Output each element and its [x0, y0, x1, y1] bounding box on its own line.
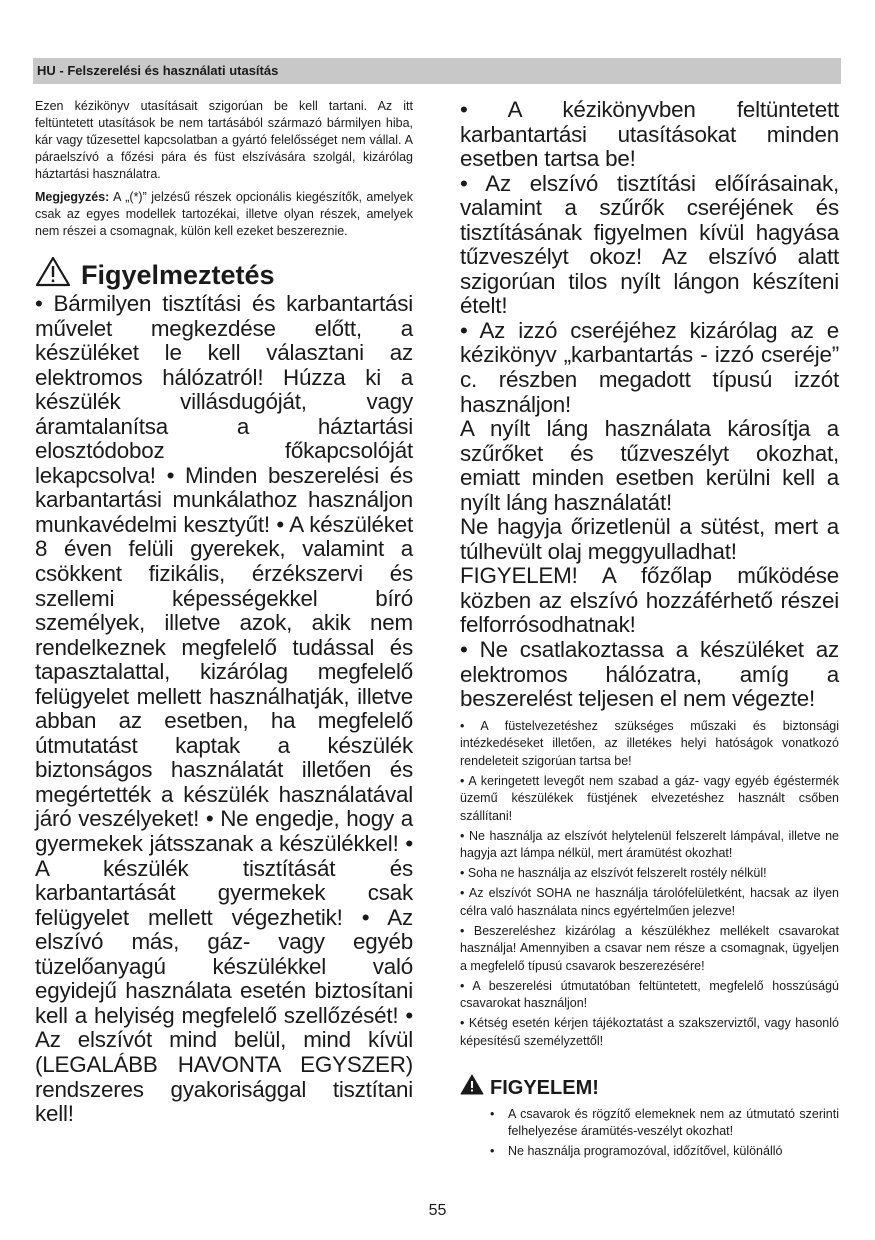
- page-number: 55: [428, 1202, 447, 1219]
- note-label: Megjegyzés:: [35, 190, 110, 204]
- right-column: [460, 98, 839, 1163]
- warning-title: Figyelmeztetés: [81, 260, 275, 290]
- section-header: [33, 58, 841, 84]
- note-paragraph: [35, 189, 413, 240]
- small-paragraph: • Kétség esetén kérjen tájékoztatást a szakszerviztől, vagy hasonló képesítésű személyzettől!: [460, 1016, 839, 1048]
- warning-triangle-filled-icon: [460, 1074, 490, 1102]
- left-column: [35, 98, 413, 1127]
- large-paragraph: FIGYELEM! A főzőlap működése közben az elszívó hozzáférhető részei felforrósodhatnak!: [460, 563, 839, 638]
- small-paragraph: • A keringetett levegőt nem szabad a gáz- vagy egyéb égéstermék üzemű készülékek füstjének elvezetéshez használt csőben szállítani!: [460, 773, 839, 823]
- warning-heading: [35, 258, 413, 292]
- figyelem-heading: [460, 1074, 839, 1102]
- list-item: • Ne használja programozóval, időzítővel, különálló: [460, 1143, 839, 1160]
- figyelem-title: FIGYELEM!: [490, 1077, 599, 1100]
- small-paragraph: • Az elszívót SOHA ne használja tárolófelületként, hacsak az ilyen célra való használata nincs egyértelműen jelezve!: [460, 886, 839, 918]
- small-paragraph: • Ne használja az elszívót helytelenül felszerelt lámpával, illetve ne hagyja azt lámpa nélkül, mert áramütést okozhat!: [460, 828, 839, 861]
- large-paragraph: • Az elszívó tisztítási előírásainak, valamint a szűrők cseréjének és tisztításának figyelmen kívül hagyása tűzveszélyt okoz! Az elszívó alatt szigorúan tilos nyílt lángon készíteni ételt!: [460, 170, 839, 319]
- right-large-text: [460, 98, 839, 712]
- list-item: • A csavarok és rögzítő elemeknek nem az útmutató szerinti felhelyezése áramütés-veszélyt okozhat!: [460, 1106, 839, 1140]
- section-header-title: HU - Felszerelési és használati utasítás: [37, 63, 279, 78]
- large-paragraph: Ne hagyja őrizetlenül a sütést, mert a túlhevült olaj meggyulladhat!: [460, 514, 839, 564]
- warning-text: • Bármilyen tisztítási és karbantartási művelet megkezdése előtt, a készüléket le kell választani az elektromos hálózatról! Húzza ki a készülék villásdugóját, vagy áramtalanítsa a háztartási elosztódoboz főkapcsolóját lekapcsolva! • Minden beszerelési és karbantartási munkálathoz használjon munkavédelmi kesztyűt! • A készüléket 8 éven felüli gyerekek, valamint a csökkent fizikális, érzékszervi és szellemi képességekkel bíró személyek, illetve azok, akik nem rendelkeznek megfelelő tudással és tapasztalattal, kizárólag megfelelő felügyelet mellett használhatják, illetve abban az esetben, ha megfelelő útmutatást kaptak a készülék biztonságos használatát illetően és megértették a készülék használatával járó veszélyeket! • Ne engedje, hogy a gyermekek játsszanak a készülékkel! • A készülék tisztítását és karbantartását gyermekek csak felügyelet mellett végezhetik! • Az elszívó más, gáz- vagy egyéb tüzelőanyagú készülékkel való egyidejű használata esetén biztosítani kell a helyiség megfelelő szellőzését! • Az elszívót mind belül, mind kívül (LEGALÁBB HAVONTA EGYSZER) rendszeres gyakorisággal tisztítani kell!: [35, 291, 413, 1127]
- small-paragraph: • A füstelvezetéshez szükséges műszaki és biztonsági intézkedéseket illetően, az illetékes helyi hatóságok vonatkozó rendeleteit szigorúan tartsa be!: [460, 718, 839, 768]
- note-text: A „(*)” jelzésű részek opcionális kiegészítők, amelyek csak az egyes modellek tartozékai, illetve olyan részek, amelyek nem részei a csomagnak, külön kell ezeket beszereznie.: [35, 190, 413, 238]
- large-paragraph: • Az izzó cseréjéhez kizárólag az e kézikönyv „karbantartás - izzó cseréje” c. részben megadott típusú izzót használjon!: [460, 317, 839, 417]
- large-paragraph: • A kézikönyvben feltüntetett karbantartási utasításokat minden esetben tartsa be!: [460, 97, 839, 172]
- intro-paragraph: Ezen kézikönyv utasításait szigorúan be kell tartani. Az itt feltüntetett utasítások be nem tartásából származó bármilyen hiba, kár vagy tűzesettel kapcsolatban a gyártó felelősséget nem vállal. A páraelszívó a főzési pára és füst elszívására szolgál, kizárólag háztartási használatra.: [35, 99, 413, 181]
- right-small-text: [460, 718, 839, 1051]
- small-paragraph: • Soha ne használja az elszívót felszerelt rostély nélkül!: [460, 866, 767, 881]
- small-paragraph: • Beszereléshez kizárólag a készülékhez mellékelt csavarokat használja! Amennyiben a csavar nem része a csomagnak, ügyeljen a megfelelő típusú csavarok beszerezésére!: [460, 923, 839, 973]
- large-paragraph: • Ne csatlakoztassa a készüléket az elektromos hálózatra, amíg a beszerelést teljesen el nem végezte!: [460, 637, 839, 712]
- warning-triangle-outline-icon: [35, 256, 81, 294]
- small-paragraph: • A beszerelési útmutatóban feltüntetett, megfelelő hosszúságú csavarokat használjon!: [460, 978, 839, 1011]
- figyelem-list: [460, 1106, 839, 1160]
- large-paragraph: A nyílt láng használata károsítja a szűrőket és tűzveszélyt okozhat, emiatt minden esetben kerülni kell a nyílt láng használatát!: [460, 416, 839, 515]
